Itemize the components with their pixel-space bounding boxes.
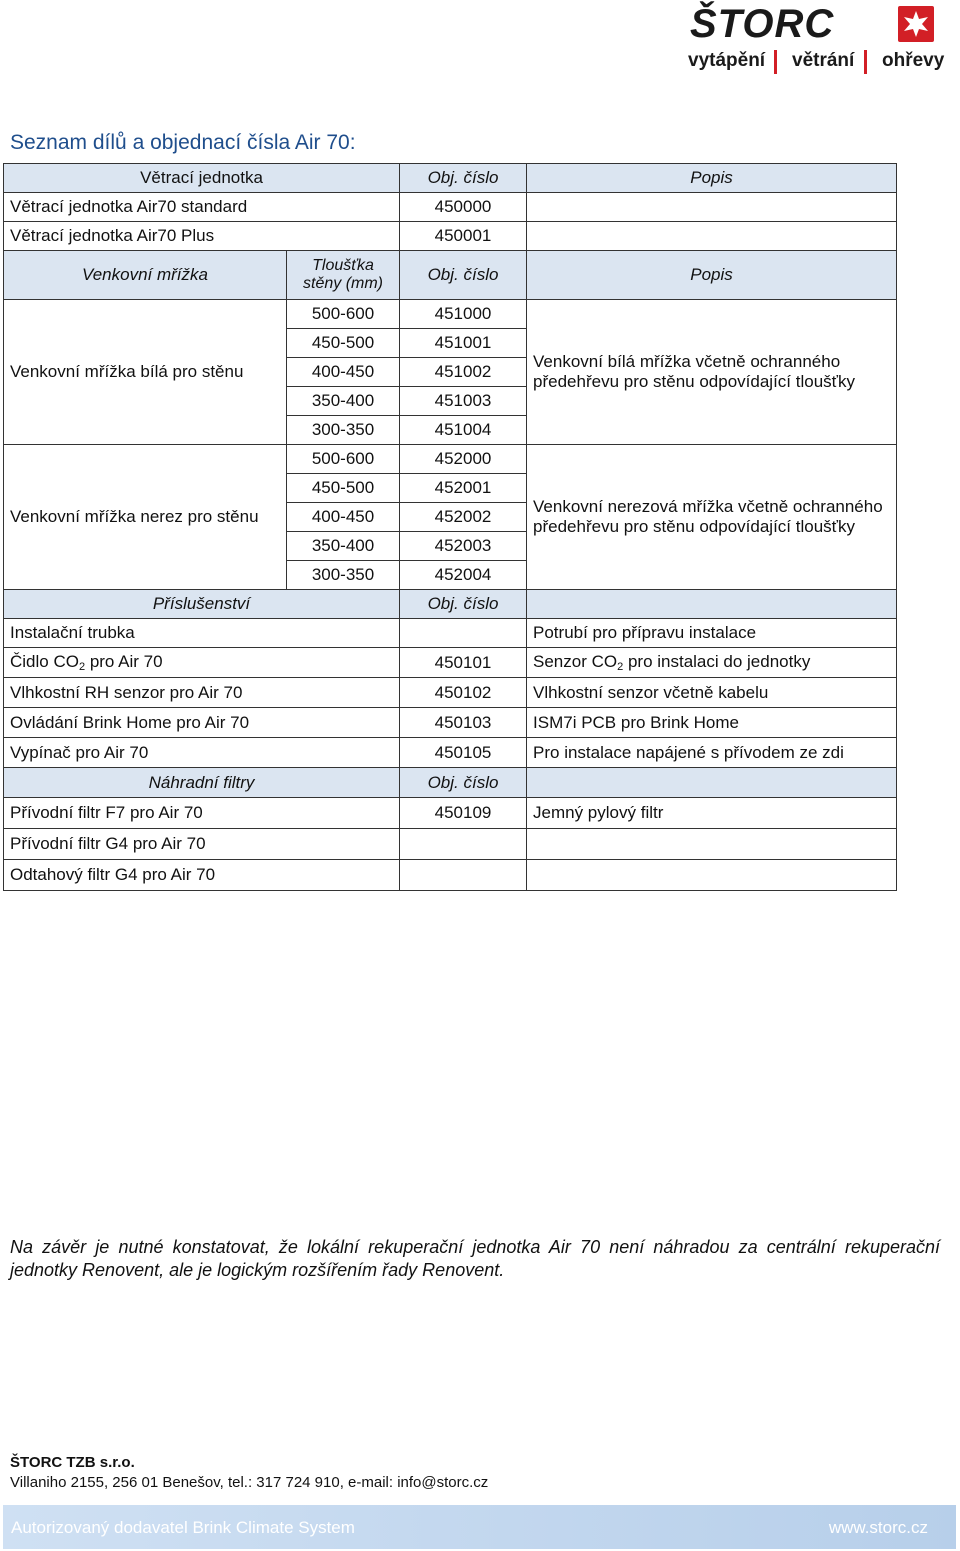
wall-thickness: 400-450 — [287, 358, 400, 387]
header-empty — [527, 590, 897, 619]
acc-code: 450103 — [400, 708, 527, 738]
header-grille: Venkovní mřížka — [4, 251, 287, 300]
order-code: 452003 — [400, 532, 527, 561]
order-code: 452001 — [400, 474, 527, 503]
logo-wordmark: ŠTORC — [690, 2, 835, 46]
table-row — [4, 300, 897, 329]
logo-tag-ventilation: větrání — [792, 50, 855, 71]
table-row — [4, 860, 897, 891]
unit-name: Větrací jednotka Air70 standard — [4, 193, 400, 222]
logo-separator — [774, 50, 777, 74]
header-order-number: Obj. číslo — [400, 768, 527, 798]
table-header-units — [4, 164, 897, 193]
acc-desc: Potrubí pro přípravu instalace — [527, 619, 897, 648]
unit-desc — [527, 222, 897, 251]
order-code: 451002 — [400, 358, 527, 387]
footer-dealer-text: Autorizovaný dodavatel Brink Climate System — [11, 1518, 355, 1537]
filter-name: Přívodní filtr G4 pro Air 70 — [4, 829, 400, 860]
unit-code: 450000 — [400, 193, 527, 222]
grille-white-desc: Venkovní bílá mřížka včetně ochranného předehřevu pro stěnu odpovídající tloušťky — [527, 300, 897, 445]
parts-table — [3, 163, 897, 891]
grille-steel-desc: Venkovní nerezová mřížka včetně ochranného předehřevu pro stěnu odpovídající tloušťky — [527, 445, 897, 590]
unit-code: 450001 — [400, 222, 527, 251]
order-code: 452000 — [400, 445, 527, 474]
acc-name: Ovládání Brink Home pro Air 70 — [4, 708, 400, 738]
order-code: 451003 — [400, 387, 527, 416]
filter-code — [400, 860, 527, 891]
acc-code: 450102 — [400, 678, 527, 708]
grille-white-name: Venkovní mřížka bílá pro stěnu — [4, 300, 287, 445]
table-row — [4, 222, 897, 251]
acc-desc: Vlhkostní senzor včetně kabelu — [527, 678, 897, 708]
table-row — [4, 708, 897, 738]
table-row — [4, 619, 897, 648]
logo-separator — [864, 50, 867, 74]
order-code: 451001 — [400, 329, 527, 358]
order-code: 452004 — [400, 561, 527, 590]
logo-flame-icon — [898, 6, 934, 42]
filter-desc — [527, 829, 897, 860]
wall-thickness: 450-500 — [287, 329, 400, 358]
filter-code: 450109 — [400, 798, 527, 829]
order-code: 451000 — [400, 300, 527, 329]
wall-thickness: 500-600 — [287, 445, 400, 474]
table-row — [4, 738, 897, 768]
order-code: 452002 — [400, 503, 527, 532]
header-wall-thickness: Tloušťka stěny (mm) — [287, 251, 400, 300]
header-description: Popis — [527, 164, 897, 193]
wall-thickness: 350-400 — [287, 532, 400, 561]
table-header-grilles — [4, 251, 897, 300]
filter-desc: Jemný pylový filtr — [527, 798, 897, 829]
table-row — [4, 678, 897, 708]
wall-thickness: 300-350 — [287, 416, 400, 445]
wall-thickness: 500-600 — [287, 300, 400, 329]
logo-tag-heating: vytápění — [688, 50, 766, 71]
logo-tag-water: ohřevy — [882, 50, 945, 71]
table-row — [4, 798, 897, 829]
grille-steel-name: Venkovní mřížka nerez pro stěnu — [4, 445, 287, 590]
acc-name: Čidlo $CO_2$ pro Air 70 — [4, 648, 400, 678]
unit-desc — [527, 193, 897, 222]
company-address: Villaniho 2155, 256 01 Benešov, tel.: 317 724 910, e-mail: info@storc.cz — [10, 1474, 489, 1491]
header-accessories: Příslušenství — [4, 590, 400, 619]
wall-thickness: 300-350 — [287, 561, 400, 590]
table-header-filters — [4, 768, 897, 798]
header-filters: Náhradní filtry — [4, 768, 400, 798]
table-header-accessories — [4, 590, 897, 619]
unit-name: Větrací jednotka Air70 Plus — [4, 222, 400, 251]
acc-name: Vypínač pro Air 70 — [4, 738, 400, 768]
footer-bar — [3, 1505, 956, 1549]
acc-name: Vlhkostní RH senzor pro Air 70 — [4, 678, 400, 708]
header-empty — [527, 768, 897, 798]
wall-thickness: 450-500 — [287, 474, 400, 503]
acc-name: Instalační trubka — [4, 619, 400, 648]
wall-thickness: 400-450 — [287, 503, 400, 532]
table-row — [4, 193, 897, 222]
table-row — [4, 829, 897, 860]
header-order-number: Obj. číslo — [400, 251, 527, 300]
table-row — [4, 445, 897, 474]
wall-thickness: 350-400 — [287, 387, 400, 416]
filter-desc — [527, 860, 897, 891]
section-title: Seznam dílů a objednací čísla Air 70: — [10, 131, 356, 154]
acc-desc: ISM7i PCB pro Brink Home — [527, 708, 897, 738]
acc-desc: Senzor $CO_2$ pro instalaci do jednotky — [527, 648, 897, 678]
footer-website-link[interactable]: www.storc.cz — [828, 1518, 928, 1537]
header-description: Popis — [527, 251, 897, 300]
order-code: 451004 — [400, 416, 527, 445]
acc-code — [400, 619, 527, 648]
header-order-number: Obj. číslo — [400, 164, 527, 193]
filter-name: Přívodní filtr F7 pro Air 70 — [4, 798, 400, 829]
acc-code: 450105 — [400, 738, 527, 768]
header-unit: Větrací jednotka — [4, 164, 400, 193]
acc-code: 450101 — [400, 648, 527, 678]
filter-name: Odtahový filtr G4 pro Air 70 — [4, 860, 400, 891]
conclusion-paragraph: Na závěr je nutné konstatovat, že lokální rekuperační jednotka Air 70 není náhradou za centrální rekuperační jednotky Renovent, ale je logickým rozšířením řady Renovent. — [10, 1237, 940, 1280]
company-logo — [686, 2, 945, 74]
header-order-number: Obj. číslo — [400, 590, 527, 619]
company-name: ŠTORC TZB s.r.o. — [10, 1454, 135, 1471]
acc-desc: Pro instalace napájené s přívodem ze zdi — [527, 738, 897, 768]
filter-code — [400, 829, 527, 860]
table-row — [4, 648, 897, 678]
